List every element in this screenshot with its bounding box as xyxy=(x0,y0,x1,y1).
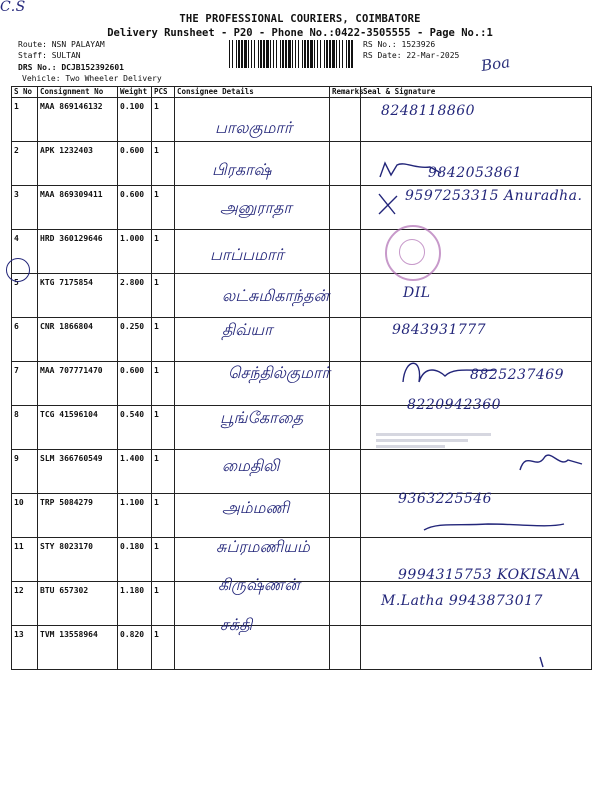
row-consignment: HRD 360129646 xyxy=(38,230,118,274)
row-weight: 0.600 xyxy=(118,186,152,230)
row-consignment: APK 1232403 xyxy=(38,142,118,186)
row-sno: 11 xyxy=(12,538,38,582)
handwritten-consignee-name: அம்மணி xyxy=(222,498,290,517)
drs-number: DRS No.: DCJB152392601 xyxy=(18,63,124,72)
row-sno: 4 xyxy=(12,230,38,274)
handwritten-consignee-name: அனுராதா xyxy=(220,198,292,217)
handwritten-consignee-name: கிருஷ்ணன் xyxy=(218,575,300,594)
row-weight: 0.820 xyxy=(118,626,152,670)
row-sno: 7 xyxy=(12,362,38,406)
col-pcs: PCS xyxy=(152,87,175,98)
handwritten-consignee-name: பாலகுமார் xyxy=(215,118,293,137)
table-row xyxy=(12,626,592,670)
row-consignment: MAA 707771470 xyxy=(38,362,118,406)
row-weight: 0.600 xyxy=(118,142,152,186)
row-consignment: MAA 869309411 xyxy=(38,186,118,230)
handwritten-consignee-name: லட்சுமிகாந்தன் xyxy=(222,286,329,305)
row-remarks xyxy=(330,142,361,186)
signature-scribble-3 xyxy=(375,190,405,220)
handwritten-signature-phone: 9843931777 xyxy=(392,322,487,338)
row-remarks xyxy=(330,230,361,274)
table-header xyxy=(12,87,592,98)
stray-mark xyxy=(537,655,547,669)
row-remarks xyxy=(330,626,361,670)
handwritten-consignee-name: பிரகாஷ் xyxy=(212,160,272,179)
company-title: THE PROFESSIONAL COURIERS, COIMBATORE xyxy=(179,13,421,25)
row-pcs: 1 xyxy=(152,582,175,626)
row-seal xyxy=(361,274,592,318)
table-row xyxy=(12,230,592,274)
handwritten-consignee-name: செந்தில்குமார் xyxy=(228,363,330,382)
row-sno: 13 xyxy=(12,626,38,670)
row-sno: 3 xyxy=(12,186,38,230)
route-label: Route: NSN PALAYAM xyxy=(18,40,105,49)
row-pcs: 1 xyxy=(152,538,175,582)
row-sno: 2 xyxy=(12,142,38,186)
row-weight: 0.540 xyxy=(118,406,152,450)
row-sno: 12 xyxy=(12,582,38,626)
handwritten-signature-phone: 9363225546 xyxy=(398,491,493,507)
col-remarks: Remarks xyxy=(330,87,361,98)
circled-row-mark xyxy=(6,258,30,282)
row-consignment: TCG 41596104 xyxy=(38,406,118,450)
row-seal xyxy=(361,626,592,670)
handwritten-mark: Boa xyxy=(479,53,512,75)
row-remarks xyxy=(330,186,361,230)
row-sno: 10 xyxy=(12,494,38,538)
row-weight: 0.250 xyxy=(118,318,152,362)
row-weight: 0.600 xyxy=(118,362,152,406)
handwritten-signature-phone: DIL xyxy=(403,285,431,301)
row-pcs: 1 xyxy=(152,494,175,538)
faint-stamp-image xyxy=(376,430,491,458)
row-pcs: 1 xyxy=(152,450,175,494)
row-consignment: TRP 5084279 xyxy=(38,494,118,538)
row-consignment: CNR 1866804 xyxy=(38,318,118,362)
col-details: Consignee Details xyxy=(175,87,330,98)
handwritten-signature-phone: 8248118860 xyxy=(381,103,476,119)
handwritten-signature-phone: C.S xyxy=(0,0,26,15)
row-pcs: 1 xyxy=(152,274,175,318)
staff-label: Staff: SULTAN xyxy=(18,51,81,60)
row-consignment: MAA 869146132 xyxy=(38,98,118,142)
row-pcs: 1 xyxy=(152,230,175,274)
row-sno: 9 xyxy=(12,450,38,494)
handwritten-consignee-name: மைதிலி xyxy=(222,456,280,475)
signature-scribble-9 xyxy=(516,440,586,480)
row-pcs: 1 xyxy=(152,318,175,362)
signature-scribble-11 xyxy=(418,512,568,542)
runsheet-subtitle: Delivery Runsheet - P20 - Phone No.:0422-3505555 - Page No.:1 xyxy=(107,27,493,39)
signature-scribble-7 xyxy=(395,352,505,392)
table-row xyxy=(12,450,592,494)
row-pcs: 1 xyxy=(152,406,175,450)
row-remarks xyxy=(330,274,361,318)
row-sno: 1 xyxy=(12,98,38,142)
row-remarks xyxy=(330,318,361,362)
row-remarks xyxy=(330,362,361,406)
handwritten-signature-phone: 9597253315 Anuradha. xyxy=(405,188,583,204)
col-consignment: Consignment No xyxy=(38,87,118,98)
handwritten-consignee-name: திவ்யா xyxy=(222,320,273,339)
signature-scribble-2 xyxy=(375,155,445,185)
row-weight: 1.100 xyxy=(118,494,152,538)
row-consignment: KTG 7175854 xyxy=(38,274,118,318)
col-sno: S No xyxy=(12,87,38,98)
vehicle-label: Vehicle: Two Wheeler Delivery xyxy=(22,74,162,83)
row-pcs: 1 xyxy=(152,98,175,142)
handwritten-consignee-name: பூங்கோதை xyxy=(220,408,304,427)
handwritten-signature-phone: 8220942360 xyxy=(407,397,502,413)
row-sno: 8 xyxy=(12,406,38,450)
row-remarks xyxy=(330,406,361,450)
col-seal: Seal & Signature xyxy=(361,87,592,98)
row-sno: 6 xyxy=(12,318,38,362)
handwritten-signature-phone: 8825237469 xyxy=(470,367,565,383)
row-pcs: 1 xyxy=(152,626,175,670)
row-weight: 0.180 xyxy=(118,538,152,582)
row-remarks xyxy=(330,582,361,626)
row-consignment: STY 8023170 xyxy=(38,538,118,582)
handwritten-signature-phone: 9842053861 xyxy=(428,165,523,181)
rs-number: RS No.: 1523926 xyxy=(363,40,436,49)
handwritten-consignee-name: பாப்பமார் xyxy=(210,245,284,264)
row-pcs: 1 xyxy=(152,186,175,230)
handwritten-consignee-name: சக்தி xyxy=(220,615,253,634)
row-remarks xyxy=(330,538,361,582)
rs-date: RS Date: 22-Mar-2025 xyxy=(363,51,460,60)
col-weight: Weight xyxy=(118,87,152,98)
row-remarks xyxy=(330,98,361,142)
row-weight: 1.400 xyxy=(118,450,152,494)
handwritten-consignee-name: சுப்ரமணியம் xyxy=(216,537,310,556)
delivery-stamp-image xyxy=(385,225,441,281)
row-remarks xyxy=(330,494,361,538)
row-consignment: SLM 366760549 xyxy=(38,450,118,494)
row-sno: 5 xyxy=(12,274,38,318)
row-consignment: BTU 657302 xyxy=(38,582,118,626)
row-consignment: TVM 13558964 xyxy=(38,626,118,670)
row-weight: 1.180 xyxy=(118,582,152,626)
row-weight: 1.000 xyxy=(118,230,152,274)
row-pcs: 1 xyxy=(152,362,175,406)
row-weight: 0.100 xyxy=(118,98,152,142)
handwritten-signature-phone: 9994315753 KOKISANA xyxy=(398,567,581,583)
handwritten-signature-phone: M.Latha 9943873017 xyxy=(381,593,543,609)
barcode-image xyxy=(229,40,355,68)
row-remarks xyxy=(330,450,361,494)
row-pcs: 1 xyxy=(152,142,175,186)
table-row xyxy=(12,98,592,142)
row-weight: 2.800 xyxy=(118,274,152,318)
